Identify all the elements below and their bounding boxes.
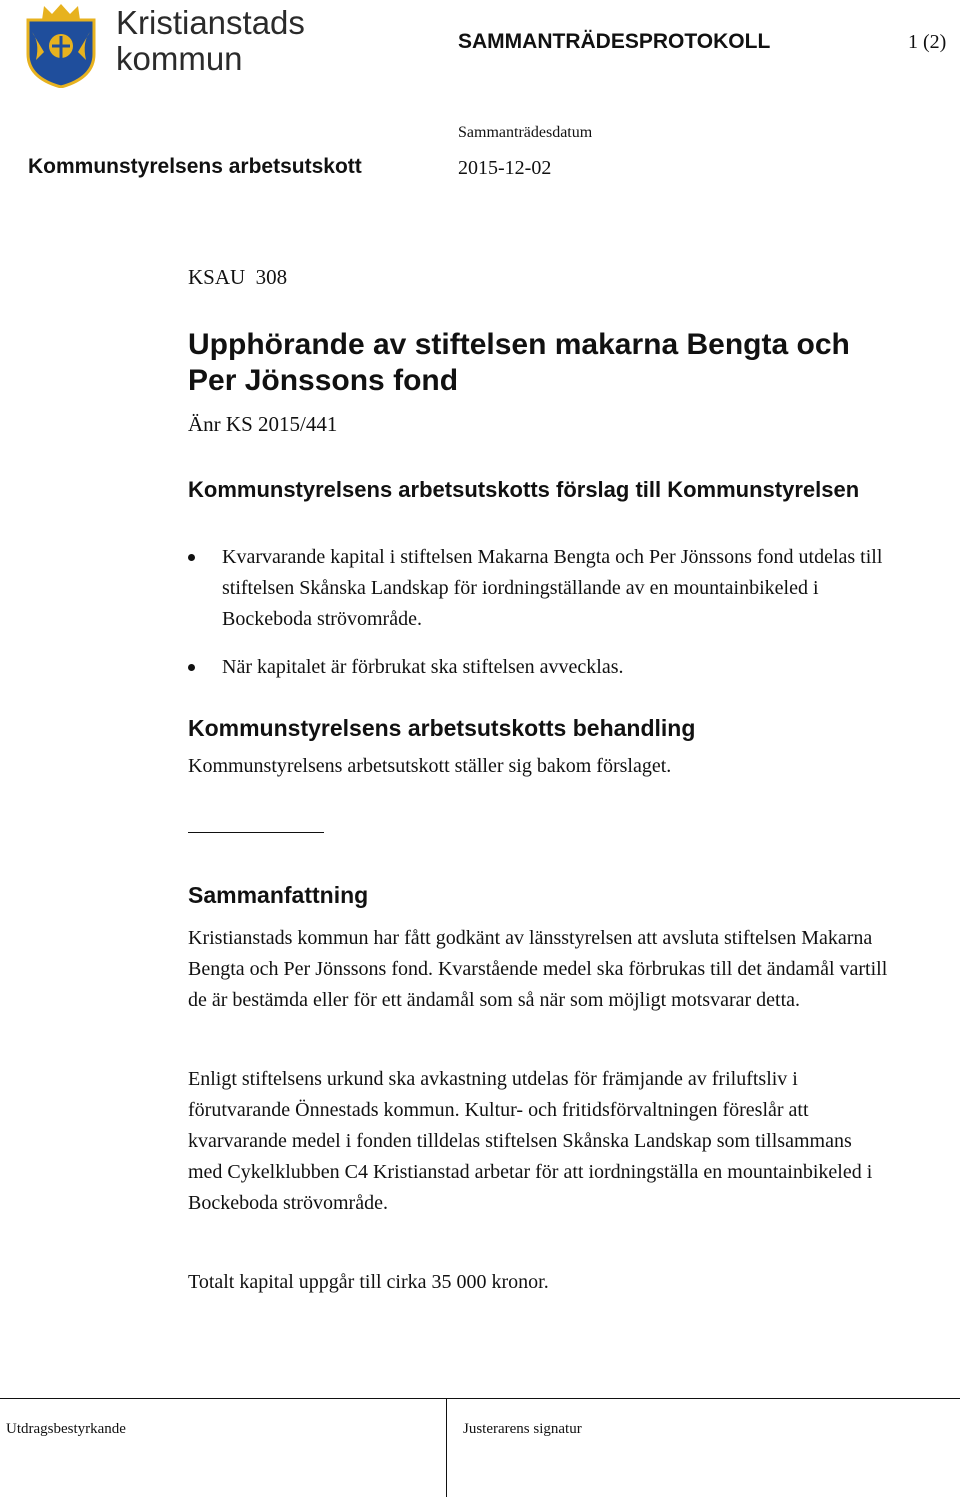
proposal-list-continued (188, 652, 888, 683)
logo-name-line-2: kommun (116, 40, 243, 77)
item-number: KSAU 308 (188, 265, 288, 289)
coat-of-arms-icon (22, 2, 100, 88)
summary-paragraph: Kristianstads kommun har fått godkänt av länsstyrelsen att avsluta stiftelsen Makarna Bengta och Per Jönssons fond. Kvarstående medel ska förbrukas till det ändamål vartill de är bestämda eller för ett ändamål som så när som möjligt motsvarar detta. (188, 927, 888, 1011)
page-title: Upphörande av stiftelsen makarna Bengta och Per Jönssons fond (188, 328, 850, 397)
handling-text: Kommunstyrelsens arbetsutskott ställer sig bakom förslaget. (188, 755, 672, 777)
footer-certification-label: Utdragsbestyrkande (6, 1421, 126, 1437)
page-number: 1 (2) (908, 31, 947, 53)
list-item: När kapitalet är förbrukat ska stiftelsen avvecklas. (188, 652, 888, 683)
summary-paragraph: Enligt stiftelsens urkund ska avkastning utdelas för främjande av friluftsliv i förutvarande Önnestads kommun. Kultur- och fritidsförvaltningen föreslår att kvarvarande medel i fonden tilldelas stiftelsen Skånska Landskap som tillsammans med Cykelklubben C4 Kristianstad arbetar för att iordningställa en mountainbikeled i Bockeboda strövområde. (188, 1068, 873, 1214)
handling-heading: Kommunstyrelsens arbetsutskotts behandling (188, 715, 696, 741)
logo-name-line-1: Kristianstads (116, 4, 305, 41)
summary-heading: Sammanfattning (188, 882, 369, 908)
meeting-date: 2015-12-02 (458, 157, 552, 179)
proposal-heading: Kommunstyrelsens arbetsutskotts förslag till Kommunstyrelsen (188, 477, 860, 502)
footer-rule (0, 1398, 960, 1399)
document-type: SAMMANTRÄDESPROTOKOLL (458, 30, 771, 53)
summary-paragraph: Totalt kapital uppgår till cirka 35 000 kronor. (188, 1271, 549, 1293)
case-number: Änr KS 2015/441 (188, 412, 338, 436)
committee-name: Kommunstyrelsens arbetsutskott (28, 155, 362, 178)
proposal-list (188, 542, 888, 635)
meeting-date-label: Sammanträdesdatum (458, 124, 593, 141)
section-divider (188, 832, 324, 833)
logo (22, 2, 312, 88)
footer-signature-label: Justerarens signatur (463, 1421, 582, 1437)
footer-divider (446, 1398, 447, 1497)
list-item: Kvarvarande kapital i stiftelsen Makarna Bengta och Per Jönssons fond utdelas till stiftelsen Skånska Landskap för iordningställande av en mountainbikeled i Bockeboda strövområde. (188, 542, 888, 635)
